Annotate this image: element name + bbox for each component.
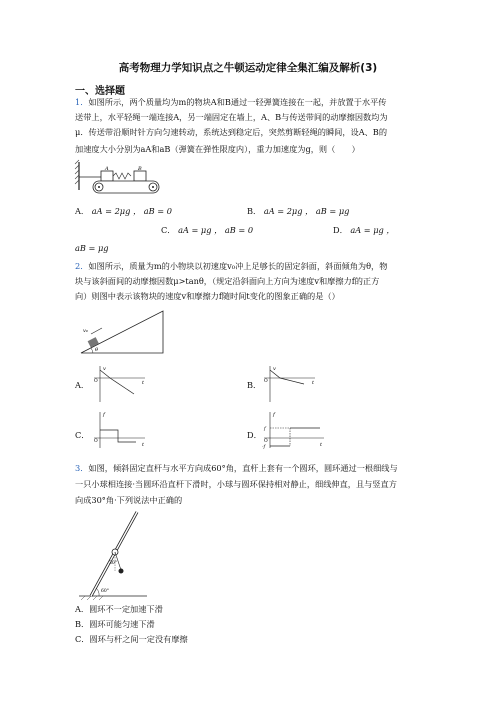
svg-text:O: O [264, 379, 268, 384]
svg-text:f: f [264, 427, 266, 432]
q2-line-3: 向）则图中表示该物块的速度v和摩擦力f随时间t变化的图象正确的是（） [75, 291, 340, 301]
q2-option-d-graph[interactable] [260, 410, 330, 450]
q2-figure-incline [77, 307, 167, 357]
svg-text:t: t [312, 380, 315, 386]
svg-text:v: v [103, 366, 106, 372]
q3-line-3: 向成30°角·下列说法中正确的 [75, 495, 183, 505]
q1-number: 1． [75, 97, 89, 107]
q2-option-b-graph[interactable] [260, 364, 320, 404]
q2-option-a-label[interactable]: A． [75, 380, 90, 390]
page-title: 高考物理力学知识点之牛顿运动定律全集汇编及解析(3) [118, 62, 378, 74]
svg-text:v: v [273, 366, 276, 372]
svg-text:f: f [103, 412, 105, 418]
q2-option-b-label[interactable]: B． [247, 380, 262, 390]
svg-text:A: A [105, 166, 109, 172]
svg-text:B: B [138, 166, 142, 172]
q1-option-c[interactable]: C． aA = μg ， aB = 0 [161, 225, 254, 235]
q3-option-c[interactable]: C．圆环与杆之间一定没有摩擦 [75, 634, 188, 644]
q3-figure-rod [77, 508, 157, 600]
q3-option-b[interactable]: B．圆环可能匀速下滑 [75, 619, 155, 629]
svg-text:t: t [142, 380, 145, 386]
q1-option-b[interactable]: B． aA = 2μg ， aB = μg [247, 206, 350, 216]
q2-line-1: 2．如图所示，质量为m的小物块以初速度v₀冲上足够长的固定斜面，斜面倾角为θ，物 [75, 261, 388, 271]
q3-line-1: 3．如图，倾斜固定直杆与水平方向成60°角，直杆上套有一个圆环，圆环通过一根细线与 [75, 463, 398, 473]
q1-figure-conveyor [77, 160, 167, 200]
svg-text:60°: 60° [101, 589, 109, 594]
q3-number: 3． [75, 463, 89, 473]
svg-text:O: O [264, 439, 268, 444]
q2-option-d-label[interactable]: D． [247, 430, 262, 440]
q3-line-2: 一只小球相连接·当圆环沿直杆下滑时，小球与圆环保持相对静止，细线伸直，且与竖直方 [75, 479, 397, 489]
svg-text:t: t [142, 442, 145, 448]
q1-line-1: 1．如图所示，两个质量均为m的物块A和B通过一轻弹簧连接在一起，并放置于水平传 [75, 97, 387, 107]
svg-text:θ: θ [95, 347, 99, 353]
q3-option-a[interactable]: A．圆环不一定加速下滑 [75, 604, 163, 614]
svg-text:O: O [94, 379, 98, 384]
svg-text:v₀: v₀ [83, 328, 88, 334]
section-heading: 一、选择题 [75, 86, 125, 97]
svg-text:30°: 30° [109, 561, 117, 566]
svg-text:t: t [320, 442, 323, 448]
svg-text:f: f [273, 412, 275, 418]
q1-line-4: 加速度大小分别为aA和aB（弹簧在弹性限度内），重力加速度为g，则（ ） [75, 144, 360, 154]
q2-option-c-label[interactable]: C． [75, 430, 90, 440]
q1-option-a[interactable]: A． aA = 2μg ， aB = 0 [75, 206, 172, 216]
q1-option-d-cont: aB = μg [75, 243, 109, 253]
q1-option-d[interactable]: D． aA = μg ， [333, 225, 395, 235]
svg-text:O: O [94, 439, 98, 444]
q1-line-2: 送带上，水平轻绳一端连接A，另一端固定在墙上，A、B与传送带间的动摩擦因数均为 [75, 112, 388, 122]
q2-line-2: 块与该斜面间的动摩擦因数μ>tanθ，（规定沿斜面向上方向为速度v和摩擦力f的正方 [75, 276, 380, 286]
q1-line-3: μ．传送带沿顺时针方向匀速转动，系统达到稳定后，突然剪断轻绳的瞬间，设A、B的 [75, 127, 388, 137]
q2-option-a-graph[interactable] [90, 364, 150, 404]
q2-option-c-graph[interactable] [90, 410, 150, 450]
q2-number: 2． [75, 261, 89, 271]
svg-text:-f: -f [262, 445, 266, 450]
